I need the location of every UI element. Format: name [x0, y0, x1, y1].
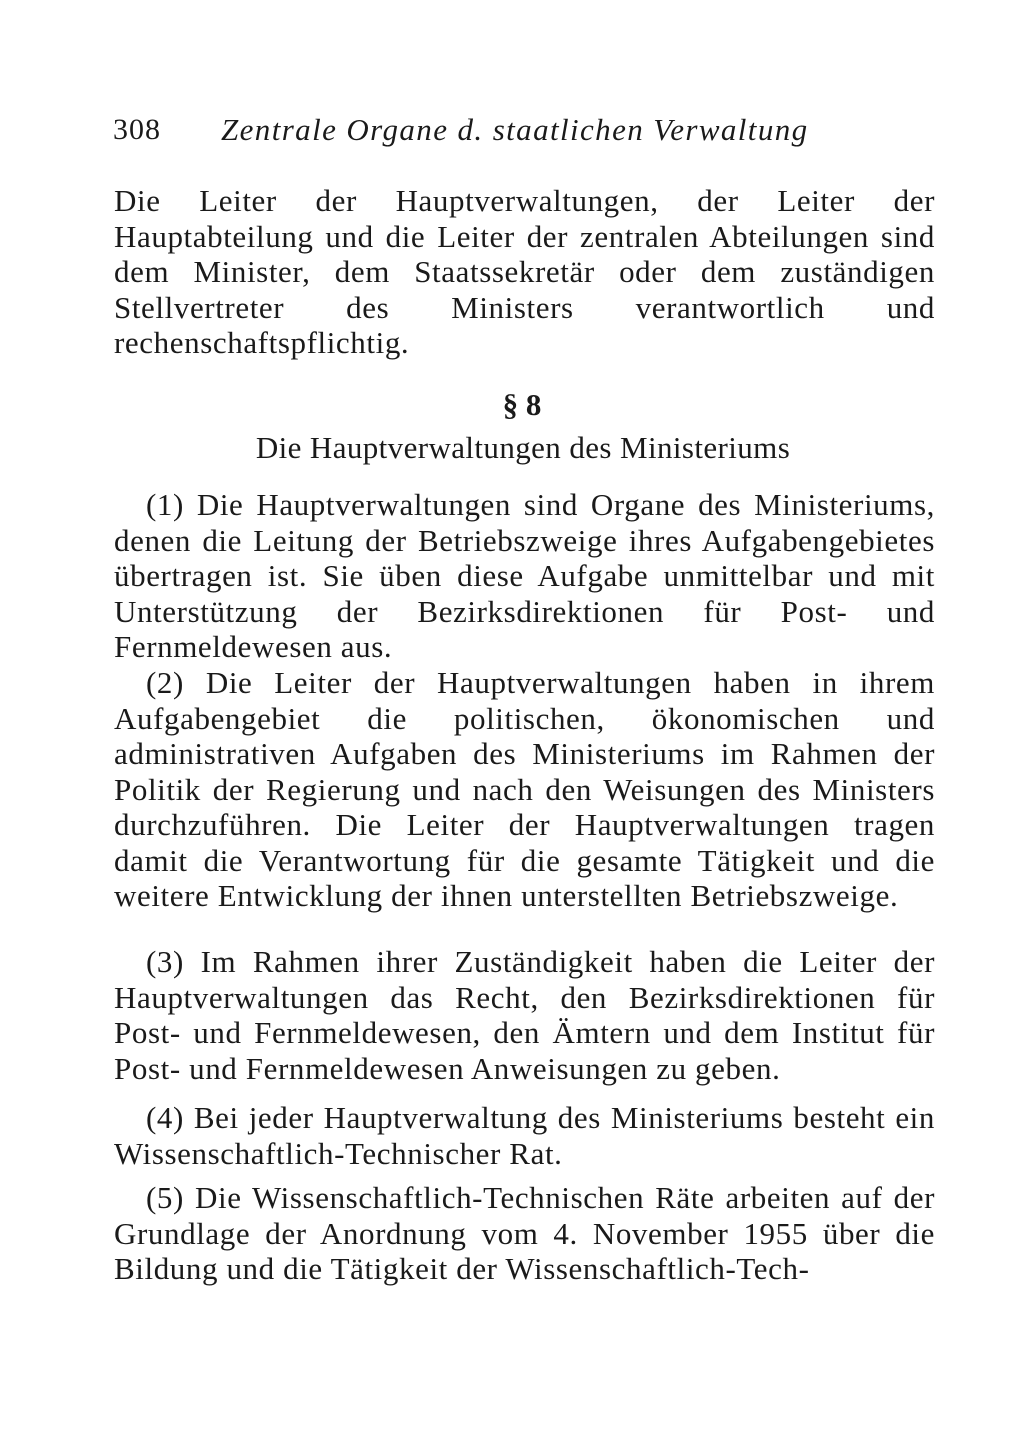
page-number: 308 — [113, 113, 161, 146]
running-head — [113, 112, 813, 152]
intro-paragraph: Die Leiter der Hauptverwaltungen, der Leiter der Hauptabteilung und die Leiter der zentralen Abteilungen sind dem Minister, dem Staatssekretär oder dem zuständigen Stellvertreter des Ministers verantwortlich und rechenschaftspflichtig. — [114, 183, 935, 360]
paragraph-2: (2) Die Leiter der Hauptverwaltungen haben in ihrem Aufgabengebiet die politischen, ökonomischen und administrativen Aufgaben des Ministeriums im Rahmen der Politik der Regierung und nach den Weisungen des Ministers durchzuführen. Die Leiter der Hauptverwaltungen tragen damit die Verantwortung für die gesamte Tätigkeit und die weitere Entwicklung der ihnen unterstellten Betriebszweige. — [114, 665, 935, 913]
section-title: Die Hauptverwaltungen des Ministeriums — [255, 430, 791, 465]
paragraph-1: (1) Die Hauptverwaltungen sind Organe des Ministeriums, denen die Leitung der Betriebszweige ihres Aufgabengebietes übertragen ist. Sie üben diese Aufgabe unmittelbar und mit Unterstützung der Bezirksdirektionen für Post- und Fernmeldewesen aus. — [114, 487, 935, 664]
paragraph-3: (3) Im Rahmen ihrer Zuständigkeit haben die Leiter der Hauptverwaltungen das Recht, den Bezirksdirektionen für Post- und Fernmeldewesen, den Ämtern und dem Institut für Post- und Fernmeldewesen Anweisungen zu geben. — [114, 944, 935, 1086]
paragraph-5: (5) Die Wissenschaftlich-Technischen Räte arbeiten auf der Grundlage der Anordnung vom 4. November 1955 über die Bildung und die Tätigkeit der Wissenschaftlich-Tech- — [114, 1180, 935, 1286]
running-head-title: Zentrale Organe d. staatlichen Verwaltung — [221, 112, 809, 147]
section-number: § 8 — [502, 387, 542, 422]
paragraph-4: (4) Bei jeder Hauptverwaltung des Ministeriums besteht ein Wissenschaftlich-Technischer Rat. — [114, 1100, 935, 1171]
